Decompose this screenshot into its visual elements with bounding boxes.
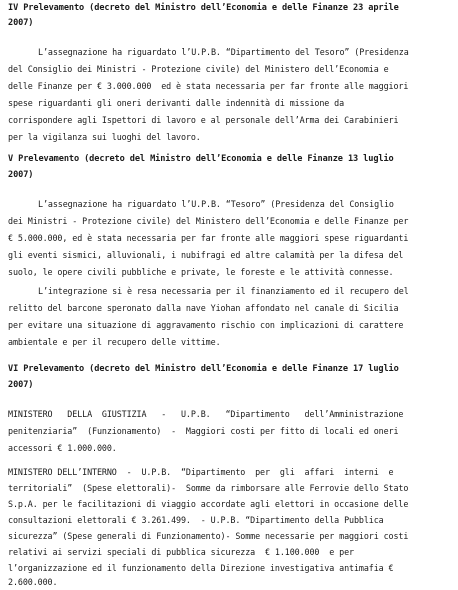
paragraph-line: L’integrazione si è resa necessaria per il finanziamento ed il recupero del (38, 286, 409, 296)
section-iv-heading-line-1: IV Prelevamento (decreto del Ministro dell’Economia e delle Finanze 23 aprile (8, 3, 399, 13)
paragraph-line: L’assegnazione ha riguardato l’U.P.B. “Tesoro” (Presidenza del Consiglio (38, 199, 394, 209)
paragraph-line: penitenziaria” (Funzionamento) - Maggiori costi per fitto di locali ed oneri (8, 426, 399, 436)
paragraph-line: l’organizzazione ed il funzionamento della Direzione investigativa antimafia € (8, 563, 394, 573)
section-iv-heading-line-2: 2007) (8, 18, 34, 28)
paragraph-line: delle Finanze per € 3.000.000 ed è stata necessaria per far fronte alle maggiori (8, 81, 409, 91)
paragraph-line: suolo, le opere civili pubbliche e private, le foreste e le attività connesse. (8, 267, 394, 277)
paragraph-line: dei Ministri - Protezione civile) del Ministero dell’Economia e delle Finanze per (8, 216, 409, 226)
paragraph-line: per evitare una situazione di aggravamento rischio con implicazioni di carattere (8, 320, 404, 330)
paragraph-line: per la vigilanza sui luoghi del lavoro. (8, 132, 201, 142)
section-vi-heading-line-1: VI Prelevamento (decreto del Ministro dell’Economia e delle Finanze 17 luglio (8, 364, 399, 374)
section-v-heading-line-1: V Prelevamento (decreto del Ministro dell’Economia e delle Finanze 13 luglio (8, 154, 394, 164)
paragraph-line: € 5.000.000, ed è stata necessaria per far fronte alle maggiori spese riguardanti (8, 233, 409, 243)
paragraph-line: MINISTERO DELLA GIUSTIZIA - U.P.B. “Dipartimento dell’Amministrazione (8, 409, 404, 419)
paragraph-line: S.p.A. per le facilitazioni di viaggio accordate agli elettori in occasione delle (8, 499, 409, 509)
paragraph-line: relativi ai servizi speciali di pubblica sicurezza € 1.100.000 e per (8, 547, 354, 557)
paragraph-line: 2.600.000. (8, 577, 58, 587)
paragraph-line: spese riguardanti gli oneri derivanti dalle indennità di missione da (8, 98, 345, 108)
paragraph-line: accessori € 1.000.000. (8, 443, 117, 453)
section-v-heading-line-2: 2007) (8, 170, 34, 180)
paragraph-line: L’assegnazione ha riguardato l’U.P.B. “Dipartimento del Tesoro” (Presidenza (38, 47, 409, 57)
paragraph-line: relitto del barcone speronato dalla nave Yiohan affondato nel canale di Sicilia (8, 303, 399, 313)
paragraph-line: sicurezza” (Spese generali di Funzionamento)- Somme necessarie per maggiori costi (8, 531, 409, 541)
paragraph-line: consultazioni elettorali € 3.261.499. - U.P.B. “Dipartimento della Pubblica (8, 515, 384, 525)
paragraph-line: del Consiglio dei Ministri - Protezione civile) del Ministero dell’Economia e (8, 64, 389, 74)
paragraph-line: corrispondere agli Ispettori di lavoro e al personale dell’Arma dei Carabinieri (8, 115, 399, 125)
section-vi-heading-line-2: 2007) (8, 380, 34, 390)
paragraph-line: MINISTERO DELL’INTERNO - U.P.B. “Dipartimento per gli affari interni e (8, 467, 394, 477)
paragraph-line: gli eventi sismici, alluvionali, i nubifragi ed altre calamità per la difesa del (8, 250, 404, 260)
paragraph-line: ambientale e per il recupero delle vittime. (8, 337, 221, 347)
paragraph-line: territoriali” (Spese elettorali)- Somme da rimborsare alle Ferrovie dello Stato (8, 483, 409, 493)
